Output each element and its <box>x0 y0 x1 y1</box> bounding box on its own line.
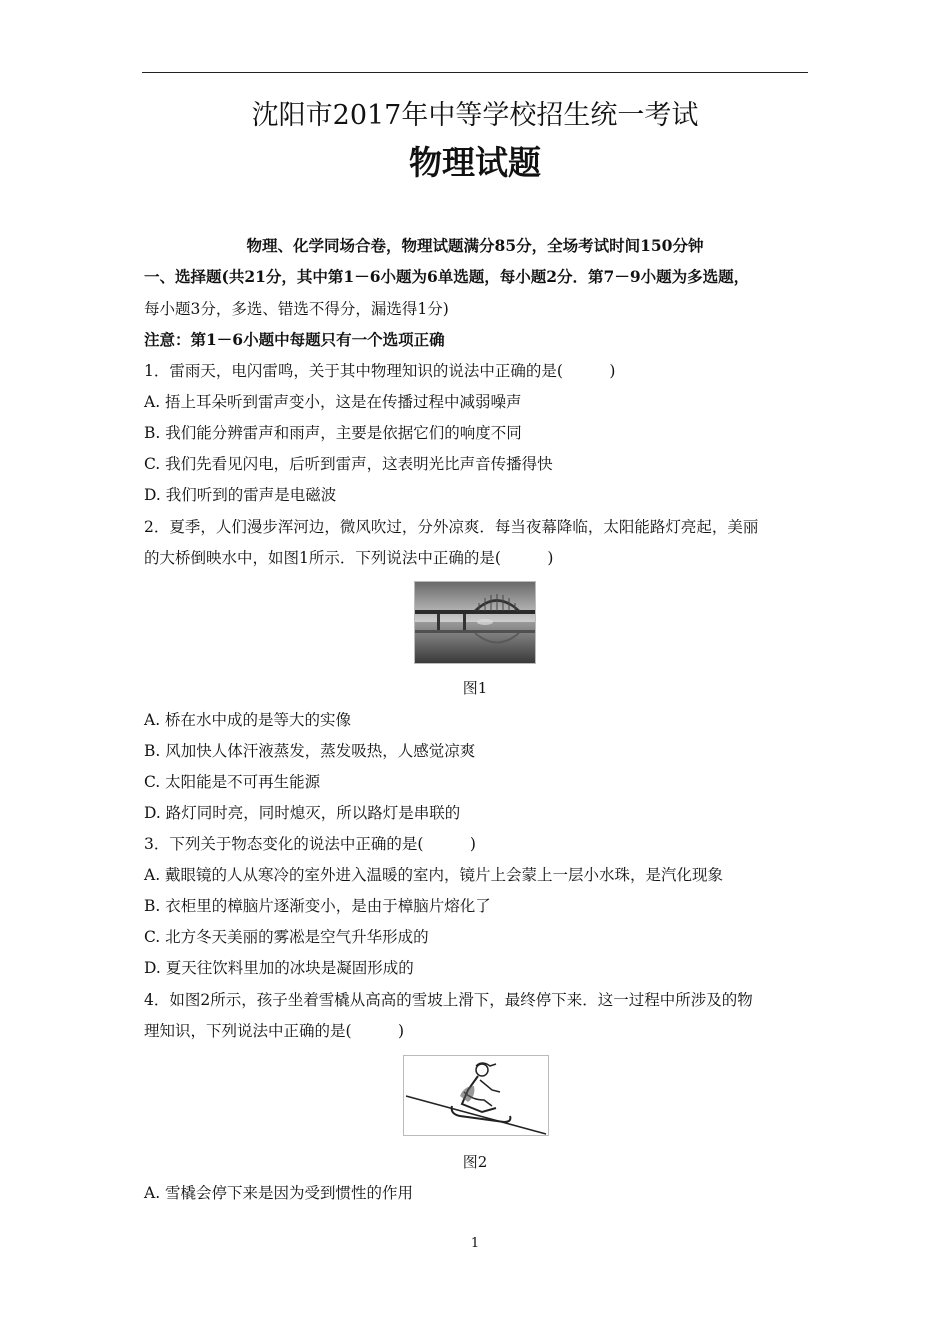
figure-1-bridge-photo <box>414 581 536 664</box>
child-coat-shade <box>460 1086 474 1102</box>
section-note: 注意：第1－6小题中每题只有一个选项正确 <box>144 330 445 349</box>
q1-option-b: B. 我们能分辨雷声和雨声，主要是依据它们的响度不同 <box>144 424 522 442</box>
section-heading-line1: 一、选择题(共21分，其中第1－6小题为6单选题，每小题2分．第7－9小题为多选题， <box>144 267 750 286</box>
q1-option-c: C. 我们先看见闪电，后听到雷声，这表明光比声音传播得快 <box>144 455 553 473</box>
q1-option-d: D. 我们听到的雷声是电磁波 <box>144 486 337 504</box>
figure-2-sled-drawing <box>403 1055 549 1136</box>
child-head <box>476 1064 488 1076</box>
bridge-pier <box>437 614 440 630</box>
child-arm <box>480 1080 500 1092</box>
figure-2-caption: 图2 <box>462 1153 488 1171</box>
q2-option-b: B. 风加快人体汗液蒸发，蒸发吸热，人感觉凉爽 <box>144 742 476 760</box>
q2-stem-line1: 2．夏季，人们漫步浑河边，微风吹过，分外凉爽．每当夜幕降临，太阳能路灯亮起，美丽 <box>144 518 759 536</box>
snow-slope <box>406 1096 546 1134</box>
q2-option-d: D. 路灯同时亮，同时熄灭，所以路灯是串联的 <box>144 804 461 822</box>
q2-stem-line2: 的大桥倒映水中，如图1所示．下列说法中正确的是( ) <box>144 549 554 567</box>
q2-option-a: A. 桥在水中成的是等大的实像 <box>144 711 352 729</box>
light-spot <box>477 619 493 625</box>
q3-option-d: D. 夏天往饮料里加的冰块是凝固形成的 <box>144 959 414 977</box>
sky <box>415 582 535 622</box>
sled <box>452 1106 511 1122</box>
q4-stem-line1: 4．如图2所示，孩子坐着雪橇从高高的雪坡上滑下，最终停下来．这一过程中所涉及的物 <box>144 991 753 1009</box>
header-rule <box>142 72 808 73</box>
section-heading-line2: 每小题3分，多选、错选不得分，漏选得1分) <box>144 300 449 318</box>
exam-subject: 物理试题 <box>409 143 541 182</box>
q3-option-b: B. 衣柜里的樟脑片逐渐变小，是由于樟脑片熔化了 <box>144 897 491 915</box>
water <box>415 622 535 663</box>
exam-info: 物理、化学同场合卷，物理试题满分85分，全场考试时间150分钟 <box>246 236 704 255</box>
q4-option-a: A. 雪橇会停下来是因为受到惯性的作用 <box>144 1184 414 1202</box>
q2-option-c: C. 太阳能是不可再生能源 <box>144 773 321 791</box>
q1-option-a: A. 捂上耳朵听到雷声变小，这是在传播过程中减弱噪声 <box>144 393 522 411</box>
q3-option-a: A. 戴眼镜的人从寒冷的室外进入温暖的室内，镜片上会蒙上一层小水珠，是汽化现象 <box>144 866 724 884</box>
exam-title: 沈阳市2017年中等学校招生统一考试 <box>251 100 699 131</box>
bridge-reflection <box>415 630 535 633</box>
page-number: 1 <box>470 1236 480 1251</box>
q1-stem: 1．雷雨天，电闪雷鸣，关于其中物理知识的说法中正确的是( ) <box>144 362 616 380</box>
bridge-pier <box>463 614 466 630</box>
q3-stem: 3．下列关于物态变化的说法中正确的是( ) <box>144 835 476 853</box>
q4-stem-line2: 理知识，下列说法中正确的是( ) <box>144 1022 405 1040</box>
figure-1-caption: 图1 <box>462 679 488 697</box>
q3-option-c: C. 北方冬天美丽的雾凇是空气升华形成的 <box>144 928 429 946</box>
